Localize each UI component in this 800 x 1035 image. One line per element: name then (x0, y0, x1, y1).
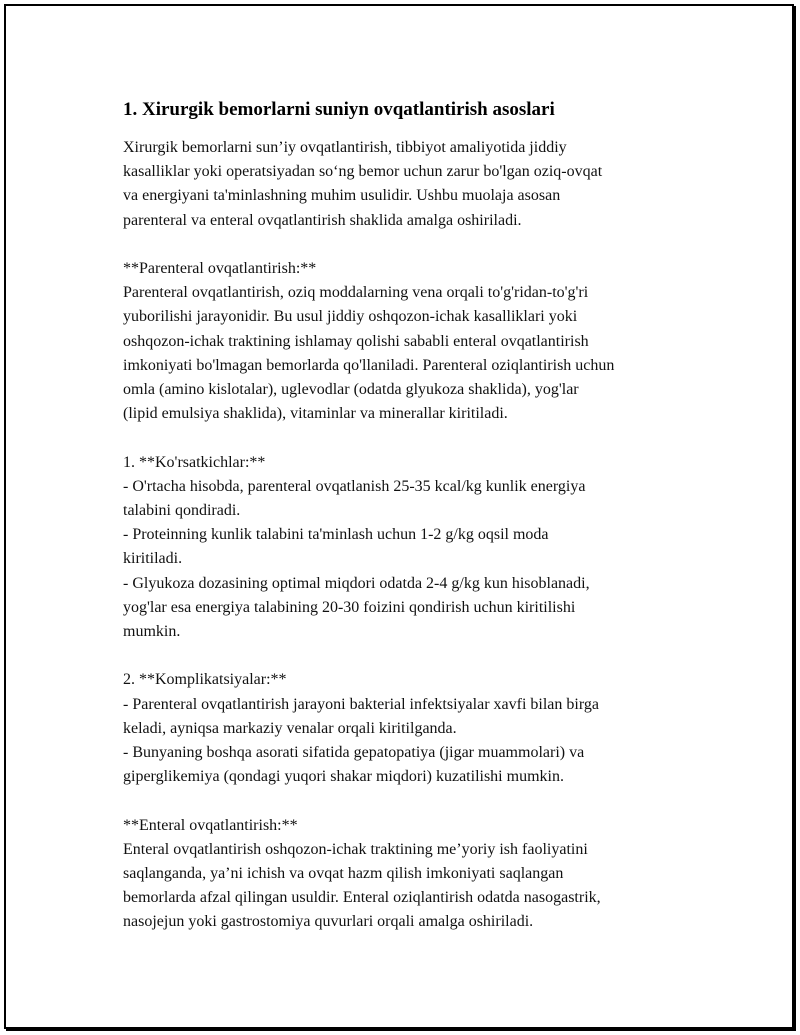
parenteral-paragraph: Parenteral ovqatlantirish, oziq moddalarning vena orqali to'g'ridan-to'g'ri yuborilishi jarayonidir. Bu usul jiddiy oshqozon-ichak kasalliklari yoki oshqozon-ichak traktining ishlamay qolishi sababli enteral ovqatlantirish imkoniyati bo'lmagan bemorlarda qo'llaniladi. Parenteral oziqlantirish uchun omla (amino kislotalar), uglevodlar (odatda glyukoza shaklida), yog'lar (lipid emulsiya shaklida), vitaminlar va minerallar kiritiladi. (123, 284, 615, 423)
enteral-heading: **Enteral ovqatlantirish:** (123, 816, 298, 834)
document-body (123, 98, 703, 935)
document-title: 1. Xirurgik bemorlarni suniyn ovqatlantirish asoslari (123, 99, 555, 120)
complications-list: - Parenteral ovqatlantirish jarayoni bakterial infektsiyalar xavfi bilan birga keladi, ayniqsa markaziy venalar orqali kiritilganda. - Bunyaning boshqa asorati sifatida gepatopatiya (jigar muammolari) va giperglikemiya (qondagi yuqori shakar miqdori) kuzatilishi mumkin. (123, 695, 599, 786)
intro-paragraph: Xirurgik bemorlarni sun’iy ovqatlantirish, tibbiyot amaliyotida jiddiy kasalliklar yoki operatsiyadan so‘ng bemor uchun zarur bo'lgan oziq-ovqat va energiyani ta'minlashning muhim usulidir. Ushbu muolaja asosan parenteral va enteral ovqatlantirish shaklida amalga oshiriladi. (123, 139, 603, 229)
enteral-paragraph: Enteral ovqatlantirish oshqozon-ichak traktining me’yoriy ish faoliyatini saqlanganda, ya’ni ichish va ovqat hazm qilish imkoniyati saqlangan bemorlarda afzal qilingan usuldir. Enteral oziqlantirish odatda nasogastrik, nasojejun yoki gastrostomiya quvurlari orqali amalga oshiriladi. (123, 840, 601, 931)
indications-list: - O'rtacha hisobda, parenteral ovqatlanish 25-35 kcal/kg kunlik energiya talabini qondiradi. - Proteinning kunlik talabini ta'minlash uchun 1-2 g/kg oqsil moda kiritiladi. - Glyukoza dozasining optimal miqdori odatda 2-4 g/kg kun hisoblanadi, yog'lar esa energiya talabining 20-30 foizini qondirish uchun kiritilishi mumkin. (123, 477, 590, 641)
parenteral-heading: **Parenteral ovqatlantirish:** (123, 260, 317, 277)
complications-heading: 2. **Komplikatsiyalar:** (123, 671, 287, 689)
indications-heading: 1. **Ko'rsatkichlar:** (123, 453, 266, 471)
document-page (4, 4, 794, 1029)
